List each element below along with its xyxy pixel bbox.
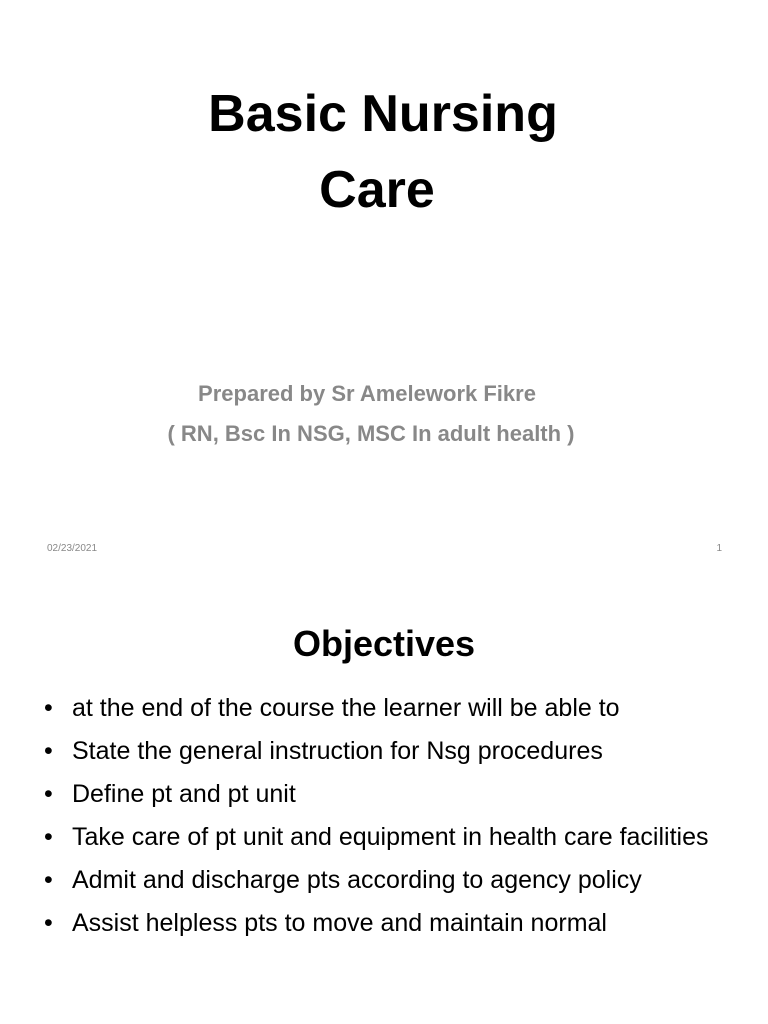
- author-line: Prepared by Sr Amelework Fikre: [198, 381, 536, 406]
- list-item: [44, 690, 732, 727]
- list-item: [44, 776, 732, 813]
- list-item: [44, 819, 732, 856]
- bullet-text: Define pt and pt unit: [72, 780, 296, 808]
- slide-title-line-2: Care: [319, 161, 435, 219]
- footer-date: 02/23/2021: [47, 543, 98, 554]
- bullet-icon: •: [44, 694, 53, 722]
- slide-2: [0, 576, 768, 1024]
- list-item: [44, 905, 732, 942]
- footer-page-number: 1: [716, 543, 722, 554]
- bullet-text: at the end of the course the learner will be able to: [72, 694, 620, 722]
- list-item: [44, 862, 732, 899]
- bullet-icon: •: [44, 823, 53, 851]
- bullet-text: Take care of pt unit and equipment in health care facilities: [72, 823, 709, 851]
- bullet-icon: •: [44, 866, 53, 894]
- bullet-icon: •: [44, 780, 53, 808]
- bullet-text: State the general instruction for Nsg procedures: [72, 737, 603, 765]
- objectives-title: Objectives: [292, 623, 476, 664]
- bullet-icon: •: [44, 909, 53, 937]
- bullet-icon: •: [44, 737, 53, 765]
- objectives-list: [44, 690, 744, 948]
- slide-title-line-1: Basic Nursing: [208, 85, 558, 143]
- credentials-line: ( RN, Bsc In NSG, MSC In adult health ): [167, 421, 575, 446]
- bullet-text: Assist helpless pts to move and maintain normal: [72, 909, 607, 937]
- list-item: [44, 733, 732, 770]
- bullet-text: Admit and discharge pts according to agency policy: [72, 866, 642, 894]
